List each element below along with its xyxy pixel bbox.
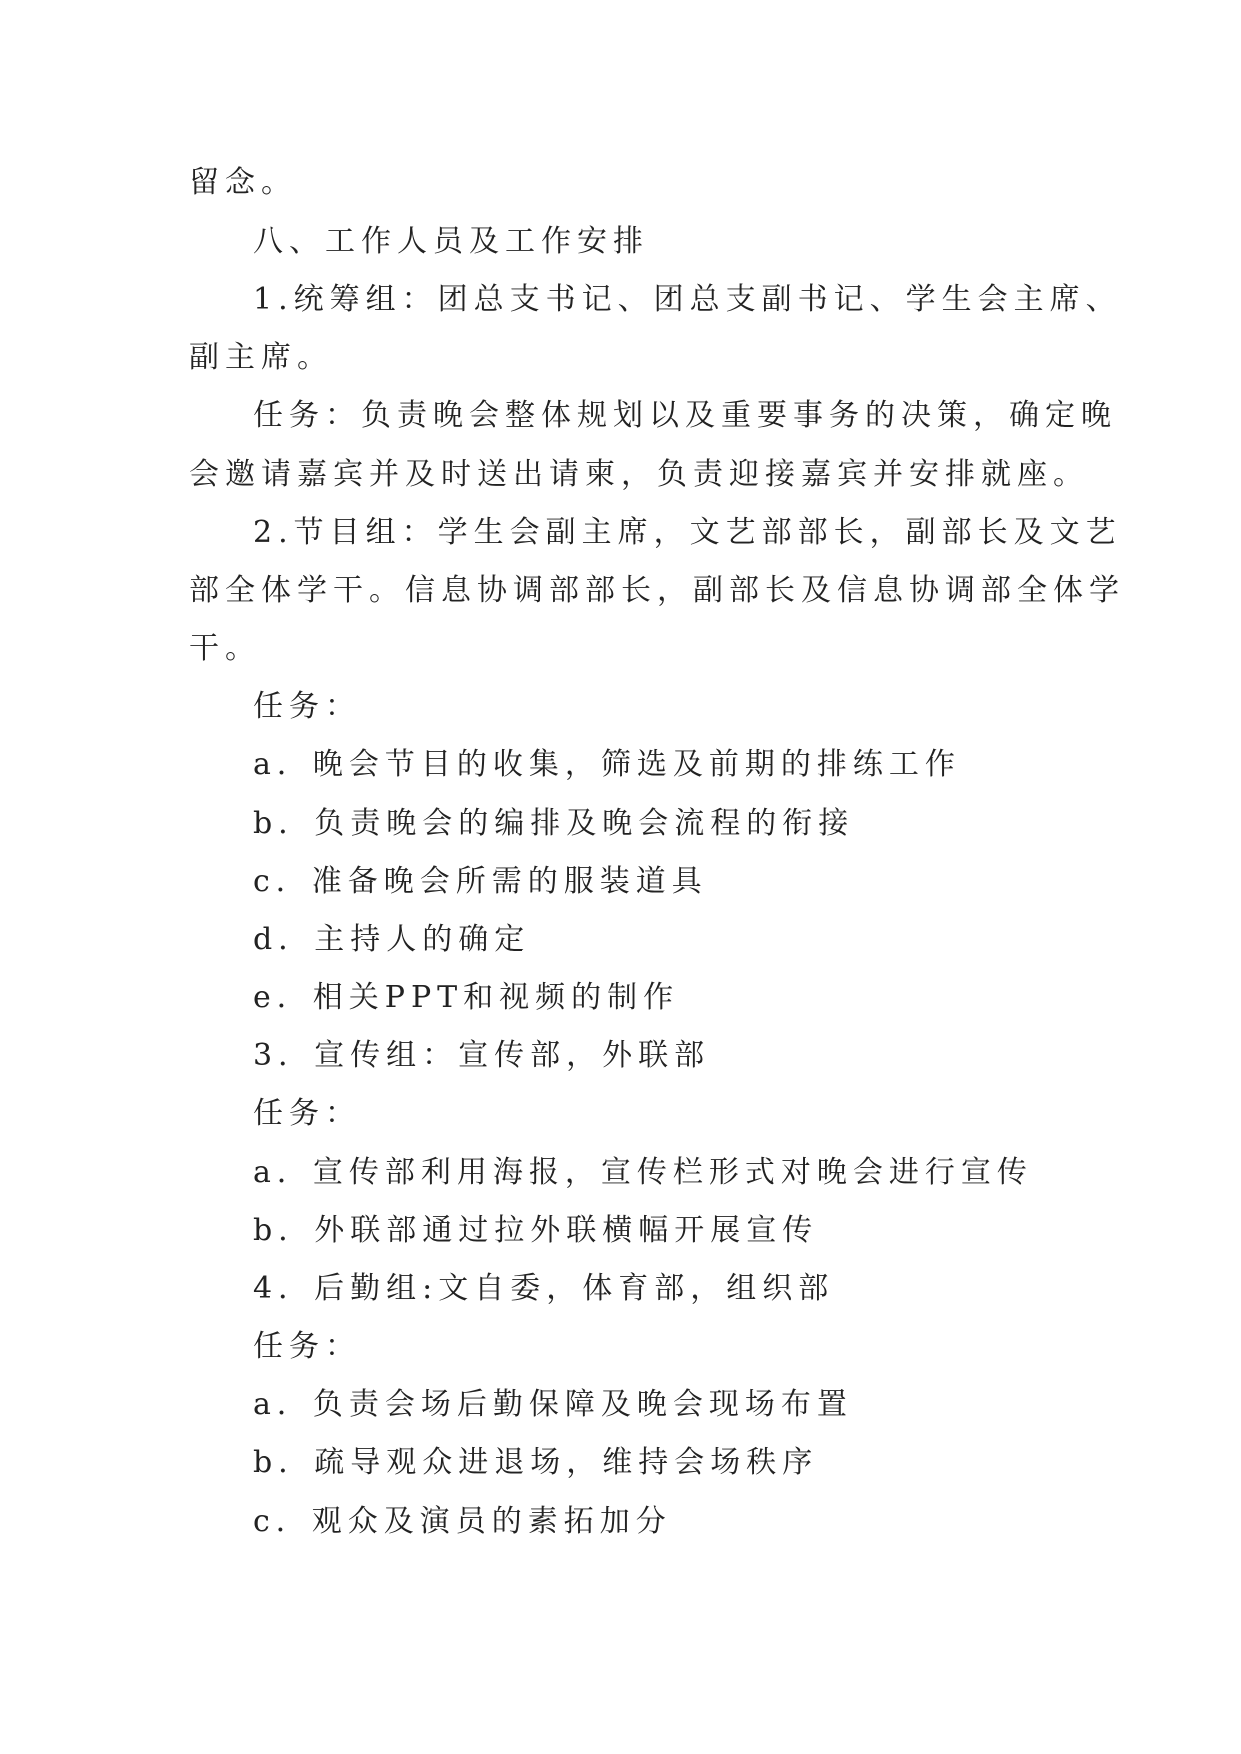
paragraph-line: 会邀请嘉宾并及时送出请柬，负责迎接嘉宾并安排就座。 (189, 457, 1089, 492)
task-label: 任务： (253, 689, 361, 724)
list-item: e．相关PPT和视频的制作 (253, 980, 680, 1015)
list-item: a．负责会场后勤保障及晚会现场布置 (253, 1387, 853, 1422)
list-item: b．负责晚会的编排及晚会流程的衔接 (253, 806, 855, 841)
list-item: a．宣传部利用海报，宣传栏形式对晚会进行宣传 (253, 1155, 1033, 1190)
paragraph-line: 副主席。 (189, 340, 333, 375)
list-item: b．疏导观众进退场，维持会场秩序 (253, 1445, 819, 1480)
paragraph-line: 2.节目组：学生会副主席，文艺部部长，副部长及文艺 (253, 515, 1122, 550)
group-heading: 4．后勤组:文自委，体育部，组织部 (253, 1271, 835, 1306)
section-heading: 八、工作人员及工作安排 (253, 224, 649, 259)
list-item: c．准备晚会所需的服装道具 (253, 864, 708, 899)
paragraph-line: 留念。 (189, 165, 297, 200)
group-heading: 3．宣传组：宣传部，外联部 (253, 1038, 711, 1073)
list-item: c．观众及演员的素拓加分 (253, 1504, 672, 1539)
paragraph-line: 部全体学干。信息协调部部长，副部长及信息协调部全体学 (189, 573, 1125, 608)
task-label: 任务： (253, 1329, 361, 1364)
list-item: d．主持人的确定 (253, 922, 531, 957)
paragraph-line: 干。 (189, 631, 261, 666)
paragraph-line: 任务：负责晚会整体规划以及重要事务的决策，确定晚 (253, 398, 1117, 433)
task-label: 任务： (253, 1096, 361, 1131)
paragraph-line: 1.统筹组：团总支书记、团总支副书记、学生会主席、 (253, 282, 1122, 317)
list-item: b．外联部通过拉外联横幅开展宣传 (253, 1213, 819, 1248)
list-item: a．晚会节目的收集，筛选及前期的排练工作 (253, 747, 961, 782)
